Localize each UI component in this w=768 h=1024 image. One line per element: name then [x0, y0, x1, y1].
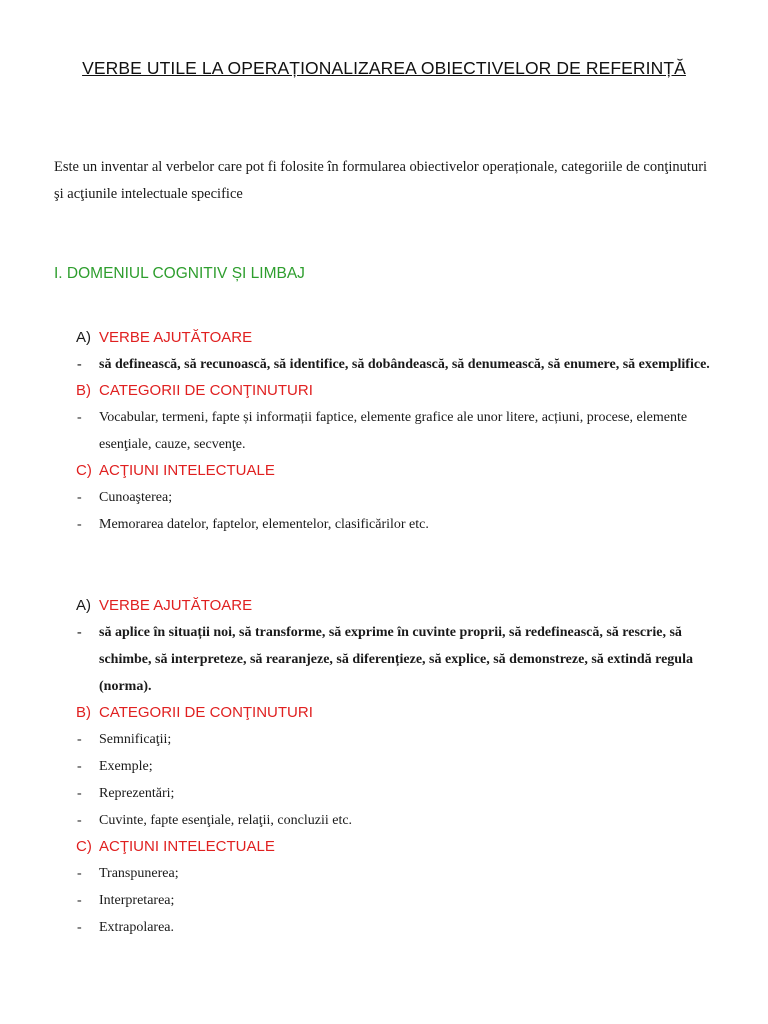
heading-actiuni-intelectuale	[0, 458, 768, 484]
list-item	[0, 780, 768, 807]
list-item-text: Memorarea datelor, faptelor, elementelor, clasificărilor etc.	[99, 517, 429, 532]
list-item-text: să aplice în situații noi, să transforme, să exprime în cuvinte proprii, să redefinească, să rescrie, să schimbe, să interpreteze, să rearanjeze, să diferențieze, să explice, să demonstreze, să extindă regula (norma).	[99, 625, 693, 694]
heading-label: CATEGORII DE CONŢINUTURI	[99, 382, 313, 399]
heading-letter: A)	[76, 329, 91, 346]
heading-label: VERBE AJUTĂTOARE	[99, 329, 253, 346]
heading-label: VERBE AJUTĂTOARE	[99, 597, 253, 614]
bullet-dash: -	[77, 357, 82, 372]
heading-letter: B)	[76, 382, 91, 399]
list-item	[0, 726, 768, 753]
bullet-dash: -	[77, 866, 82, 881]
heading-label: CATEGORII DE CONŢINUTURI	[99, 704, 313, 721]
heading-letter: C)	[76, 462, 92, 479]
list-item	[0, 860, 768, 887]
list-item	[0, 351, 768, 378]
heading-letter: A)	[76, 597, 91, 614]
list-item	[0, 807, 768, 834]
heading-verbe-ajutatoare	[0, 593, 768, 619]
list-item-text: Extrapolarea.	[99, 920, 175, 935]
intro-paragraph: Este un inventar al verbelor care pot fi folosite în formularea obiectivelor operaționale, categoriile de conţinuturi şi acţiunile intelectuale specifice	[54, 159, 708, 202]
heading-categorii-continuturi	[0, 700, 768, 726]
bullet-dash: -	[77, 759, 82, 774]
document-title: VERBE UTILE LA OPERAȚIONALIZAREA OBIECTIVELOR DE REFERINȚĂ	[82, 58, 686, 78]
list-item-text: Vocabular, termeni, fapte și informații faptice, elemente grafice ale unor litere, acțiuni, procese, elemente esenţiale, cauze, secvenţe.	[99, 410, 688, 452]
objective-group-2	[0, 593, 768, 941]
list-item-text: Interpretarea;	[99, 893, 175, 908]
list-item-text: Transpunerea;	[99, 866, 179, 881]
bullet-dash: -	[77, 625, 82, 640]
list-item	[0, 484, 768, 511]
heading-actiuni-intelectuale	[0, 834, 768, 860]
list-item-text: Reprezentări;	[99, 786, 175, 801]
list-item-text: Cuvinte, fapte esenţiale, relaţii, concluzii etc.	[99, 813, 353, 828]
list-item	[0, 511, 768, 538]
list-item	[0, 753, 768, 780]
bullet-dash: -	[77, 490, 82, 505]
heading-label: ACŢIUNI INTELECTUALE	[99, 462, 275, 479]
bullet-dash: -	[77, 920, 82, 935]
heading-letter: B)	[76, 704, 91, 721]
list-item-text: să definească, să recunoască, să identifice, să dobândească, să denumească, să enumere, să exemplifice.	[99, 357, 710, 372]
list-item	[0, 887, 768, 914]
list-item	[0, 914, 768, 941]
list-item-text: Semnificaţii;	[99, 732, 172, 747]
bullet-dash: -	[77, 893, 82, 908]
list-item	[0, 404, 768, 458]
bullet-dash: -	[77, 732, 82, 747]
bullet-dash: -	[77, 813, 82, 828]
section-title: I. DOMENIUL COGNITIV ȘI LIMBAJ	[54, 265, 305, 282]
objective-group-1	[0, 325, 768, 538]
list-item	[0, 619, 768, 700]
heading-label: ACŢIUNI INTELECTUALE	[99, 838, 275, 855]
heading-letter: C)	[76, 838, 92, 855]
heading-categorii-continuturi	[0, 378, 768, 404]
bullet-dash: -	[77, 410, 82, 425]
bullet-dash: -	[77, 517, 82, 532]
heading-verbe-ajutatoare	[0, 325, 768, 351]
list-item-text: Cunoaşterea;	[99, 490, 173, 505]
list-item-text: Exemple;	[99, 759, 153, 774]
bullet-dash: -	[77, 786, 82, 801]
